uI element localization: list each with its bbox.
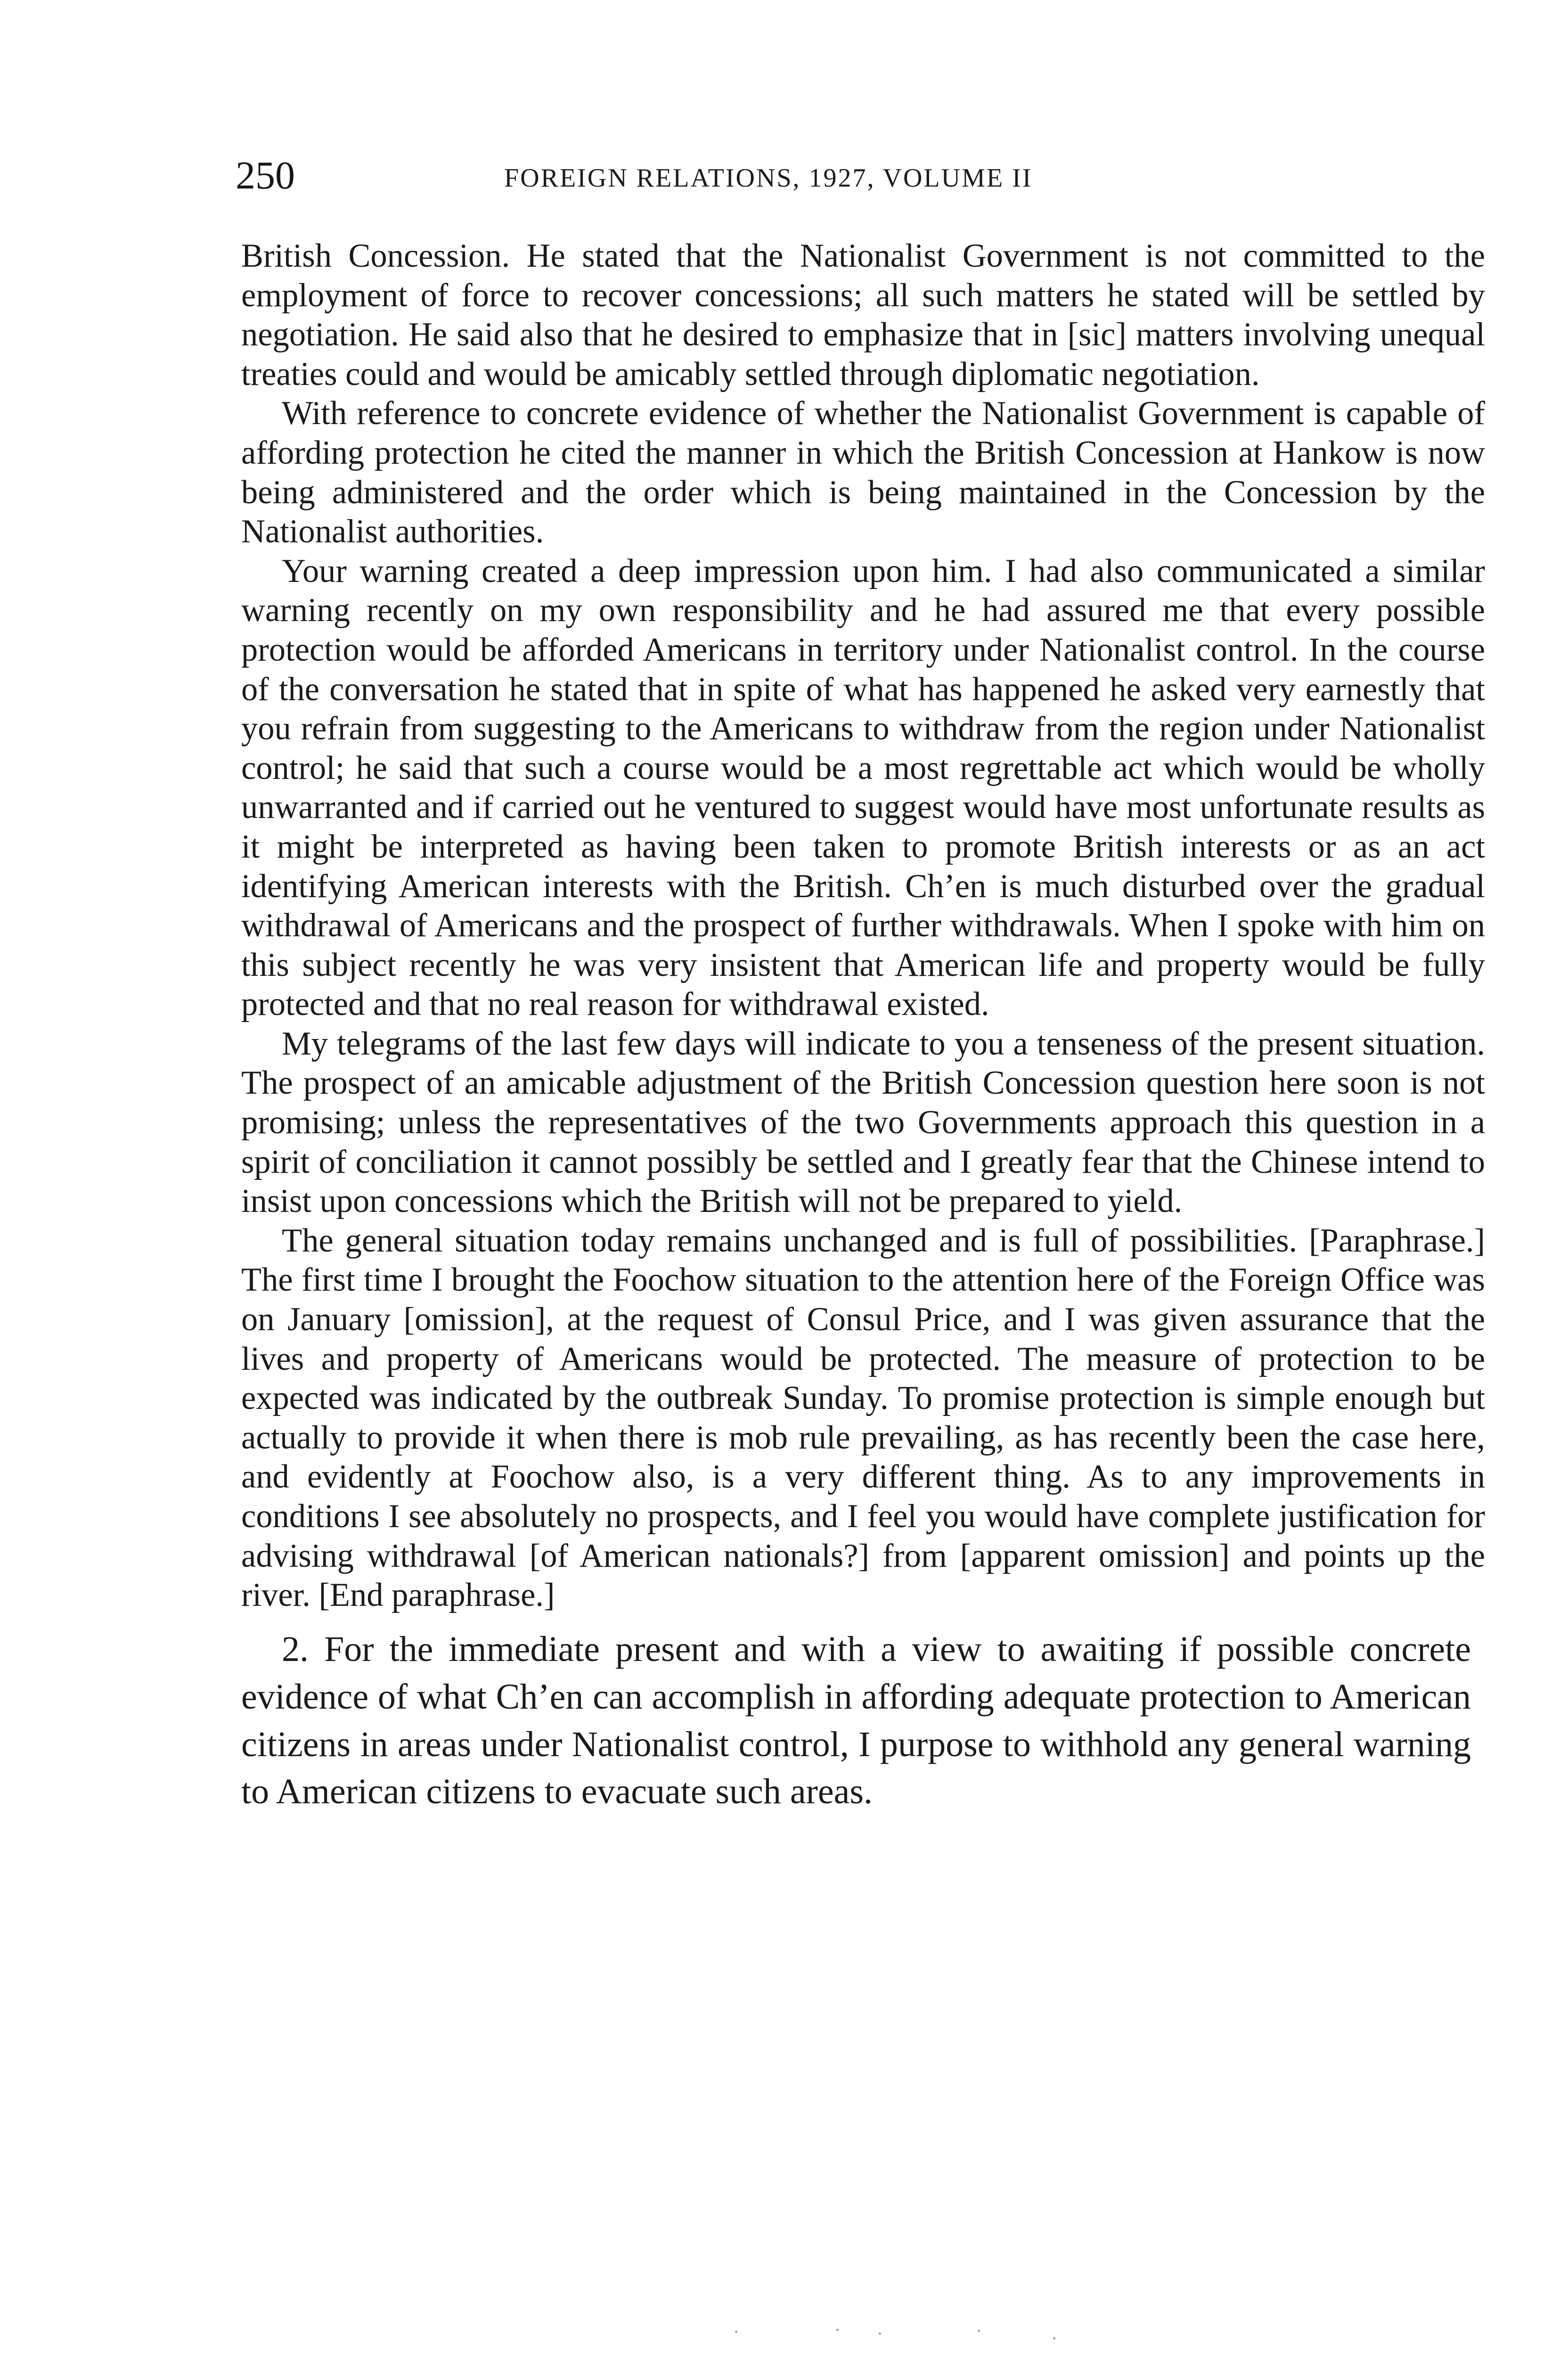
- paragraph-4: My telegrams of the last few days will indicate to you a tenseness of the present situation. The prospect of an amicable adjustment of the British Concession question here soon is not promising; unless the representatives of the two Governments approach this question in a spirit of conciliation it cannot possibly be settled and I greatly fear that the Chinese intend to insist upon concessions which the British will not be prepared to yield.: [241, 1025, 1485, 1220]
- paragraph-3: Your warning created a deep impression upon him. I had also communicated a similar warning recently on my own responsibility and he had assured me that every possible protection would be afforded Americans in territory under Nationalist control. In the course of the conversation he stated that in spite of what has happened he asked very earnestly that you refrain from suggesting to the Americans to withdraw from the region under Nationalist control; he said that such a course would be a most regrettable act which would be wholly unwarranted and if carried out he ventured to suggest would have most unfortunate results as it might be interpreted as having been taken to promote British interests or as an act identifying American interests with the British. Ch’en is much disturbed over the gradual withdrawal of Americans and the prospect of further withdrawals. When I spoke with him on this subject recently he was very insistent that American life and property would be fully protected and that no real reason for withdrawal existed.: [241, 552, 1485, 1023]
- scan-speck: [879, 2332, 881, 2335]
- page-number: 250: [236, 154, 295, 197]
- scan-speck: [1053, 2337, 1055, 2340]
- scan-speck: [836, 2329, 839, 2331]
- body-text: [241, 237, 1485, 1615]
- scan-speck: [978, 2330, 980, 2332]
- scan-speck: [735, 2331, 737, 2333]
- running-head: [236, 150, 1498, 206]
- running-title: FOREIGN RELATIONS, 1927, VOLUME II: [504, 164, 1033, 193]
- numbered-paragraph-2: 2. For the immediate present and with a view to awaiting if possible concrete evidence of what Ch’en can accomplish in affording adequate protection to American citizens in areas under Nationalist control, I purpose to withhold any general warning to American citizens to evacuate such areas.: [241, 1629, 1471, 1812]
- paragraph-5: The general situation today remains unchanged and is full of possibilities. [Paraphrase.] The first time I brought the Foochow situation to the attention here of the Foreign Office was on January [omission], at the request of Consul Price, and I was given assurance that the lives and property of Americans would be protected. The measure of protection to be expected was indicated by the outbreak Sunday. To promise protection is simple enough but actually to provide it when there is mob rule prevailing, as has recently been the case here, and evidently at Foochow also, is a very different thing. As to any improvements in conditions I see absolutely no prospects, and I feel you would have complete justification for advising withdrawal [of American nationals?] from [apparent omission] and points up the river. [End paraphrase.]: [241, 1222, 1485, 1614]
- paragraph-2: With reference to concrete evidence of whether the Nationalist Government is capable of affording protection he cited the manner in which the British Concession at Hankow is now being administered and the order which is being maintained in the Concession by the Nationalist authorities.: [241, 395, 1485, 550]
- paragraph-1: British Concession. He stated that the Nationalist Government is not committed to the employment of force to recover concessions; all such matters he stated will be settled by negotiation. He said also that he desired to emphasize that in [sic] matters involving unequal treaties could and would be amicably settled through diplomatic negotiation.: [241, 237, 1485, 393]
